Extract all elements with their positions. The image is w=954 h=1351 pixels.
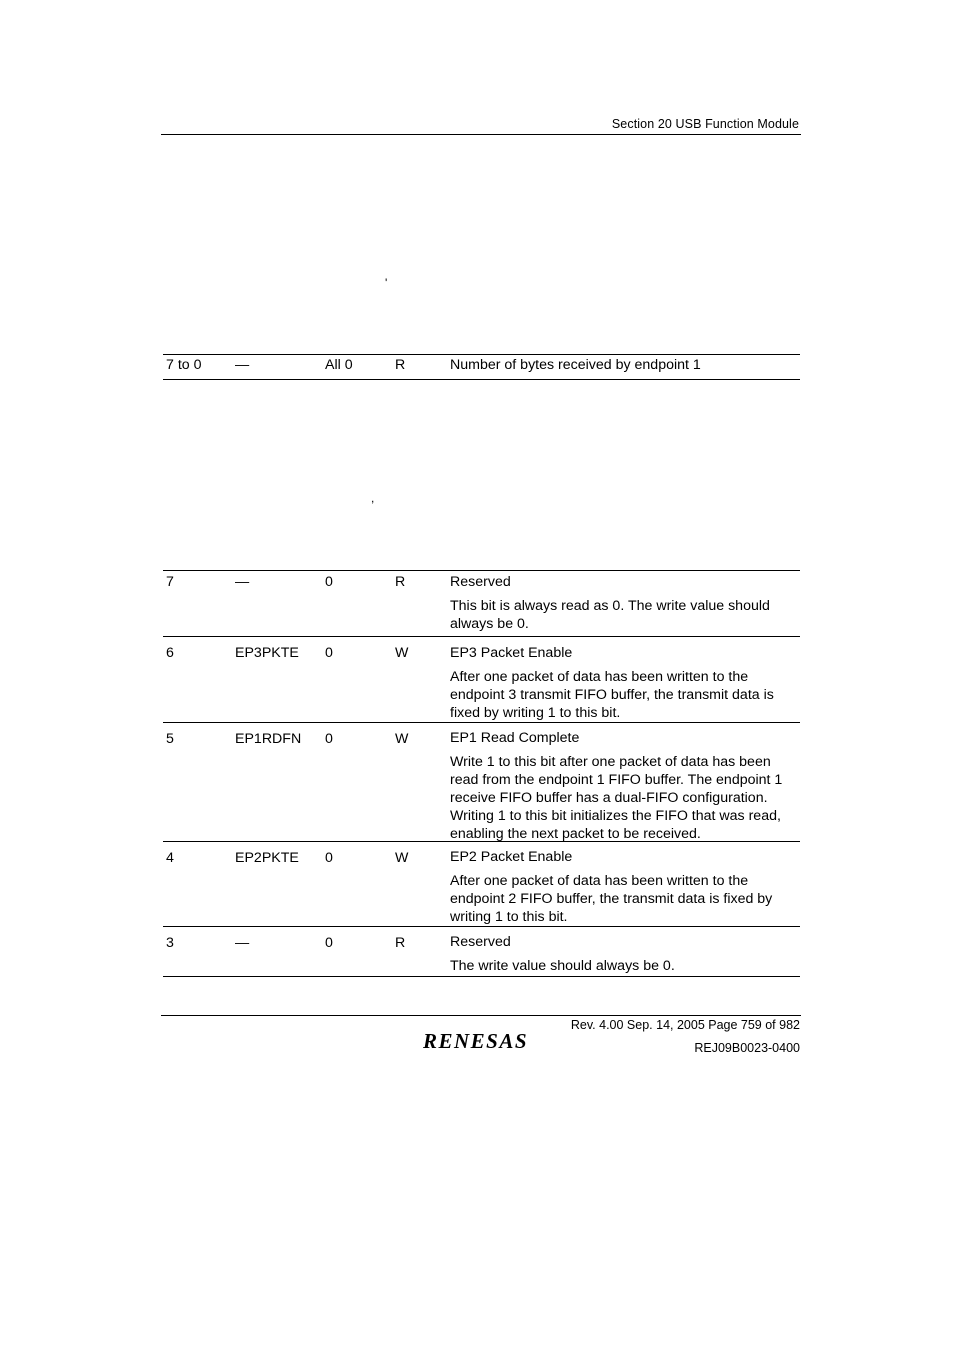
bit-cell: 7 to 0 bbox=[166, 357, 202, 373]
initial-cell: 0 bbox=[325, 731, 333, 747]
stray-mark: ' bbox=[385, 276, 388, 290]
description-title: EP3 Packet Enable bbox=[450, 645, 573, 661]
bit-cell: 3 bbox=[166, 935, 174, 951]
rw-cell: R bbox=[395, 574, 406, 590]
name-cell: — bbox=[235, 574, 250, 590]
stray-mark: , bbox=[371, 491, 375, 505]
bit-cell: 6 bbox=[166, 645, 174, 661]
description-cell bbox=[450, 356, 800, 374]
renesas-logo bbox=[423, 1030, 543, 1057]
table2-top-rule bbox=[163, 570, 800, 571]
rw-cell: W bbox=[395, 645, 409, 661]
rw-cell: W bbox=[395, 731, 409, 747]
description-cell bbox=[450, 729, 800, 843]
initial-cell: 0 bbox=[325, 850, 333, 866]
initial-cell: 0 bbox=[325, 935, 333, 951]
initial-cell: 0 bbox=[325, 645, 333, 661]
initial-cell: All 0 bbox=[325, 357, 353, 373]
revision-info: Rev. 4.00 Sep. 14, 2005 Page 759 of 982 bbox=[570, 1018, 800, 1032]
description-body: After one packet of data has been written to the endpoint 3 transmit FIFO buffer, the transmit data is fixed by writing 1 to this bit. bbox=[450, 669, 774, 721]
description-title: EP2 Packet Enable bbox=[450, 849, 573, 865]
renesas-logo-graphic bbox=[423, 1030, 543, 1052]
bit-cell: 4 bbox=[166, 850, 174, 866]
description-cell bbox=[450, 644, 800, 722]
name-cell: EP2PKTE bbox=[235, 850, 299, 866]
name-cell: EP3PKTE bbox=[235, 645, 299, 661]
description-body: After one packet of data has been written to the endpoint 2 FIFO buffer, the transmit data is fixed by writing 1 to this bit. bbox=[450, 873, 773, 925]
running-header: Section 20 USB Function Module bbox=[611, 117, 799, 131]
table-row bbox=[163, 842, 800, 927]
footer-rule bbox=[161, 1015, 801, 1016]
name-cell: EP1RDFN bbox=[235, 731, 302, 747]
table1 bbox=[163, 356, 800, 380]
document-number: REJ09B0023-0400 bbox=[694, 1041, 800, 1055]
header-rule bbox=[161, 134, 801, 135]
description-title: Number of bytes received by endpoint 1 bbox=[450, 357, 701, 373]
name-cell: — bbox=[235, 357, 250, 373]
table-row bbox=[163, 927, 800, 977]
table1-top-rule bbox=[163, 354, 800, 355]
rw-cell: R bbox=[395, 357, 406, 373]
description-title: Reserved bbox=[450, 574, 511, 590]
description-body: Write 1 to this bit after one packet of data has been read from the endpoint 1 FIFO buffer. The endpoint 1 receive FIFO buffer has a dual-FIFO configuration. Writing 1 to this bit initializes the FIFO that was read, enabling the next packet to be received. bbox=[450, 754, 783, 842]
description-title: Reserved bbox=[450, 934, 511, 950]
description-cell bbox=[450, 848, 800, 926]
table-row bbox=[163, 637, 800, 723]
table-row bbox=[163, 723, 800, 842]
bit-cell: 5 bbox=[166, 731, 174, 747]
initial-cell: 0 bbox=[325, 574, 333, 590]
description-cell bbox=[450, 573, 800, 633]
rw-cell: R bbox=[395, 935, 406, 951]
table2 bbox=[163, 573, 800, 977]
table-row bbox=[163, 356, 800, 380]
description-body: This bit is always read as 0. The write value should always be 0. bbox=[450, 598, 770, 632]
table-row bbox=[163, 573, 800, 637]
name-cell: — bbox=[235, 935, 250, 951]
description-title: EP1 Read Complete bbox=[450, 730, 580, 746]
logo-wordmark: RENESAS bbox=[423, 1030, 529, 1052]
description-body: The write value should always be 0. bbox=[450, 958, 675, 974]
description-cell bbox=[450, 933, 800, 975]
bit-cell: 7 bbox=[166, 574, 174, 590]
rw-cell: W bbox=[395, 850, 409, 866]
